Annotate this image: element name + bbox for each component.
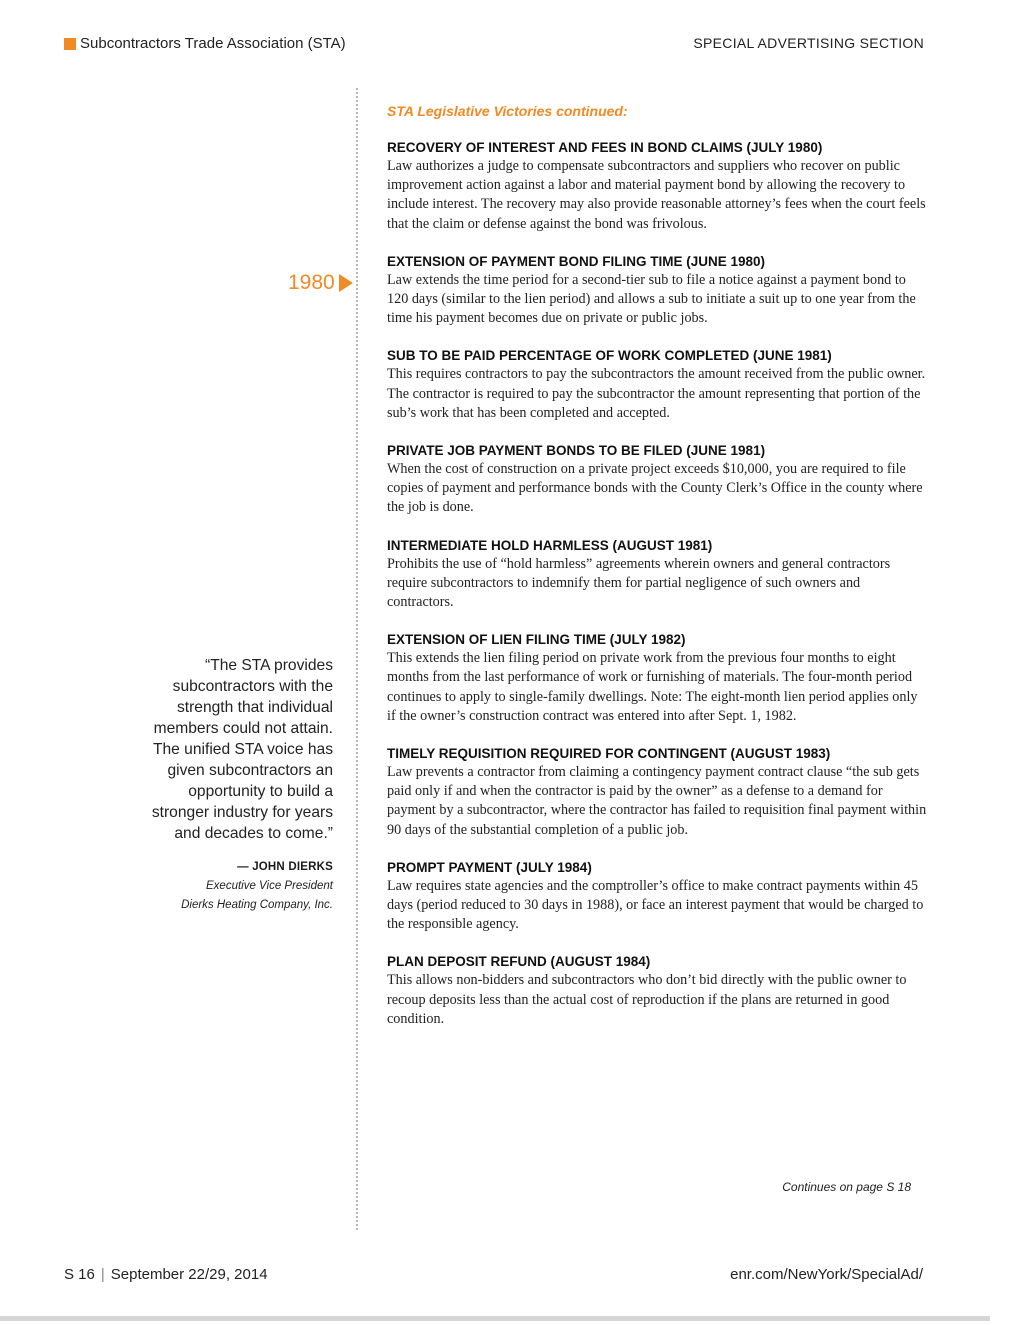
footer-separator: | <box>100 1266 105 1283</box>
item-body: Law extends the time period for a second-tier sub to file a notice against a payment bond to 120 days (similar to the lien period) and allows a sub to initiate a suit up to one year from the time his payment becomes due on private or public jobs. <box>387 271 916 327</box>
triangle-arrow-right-icon <box>339 274 353 292</box>
item-body: Law authorizes a judge to compensate subcontractors and suppliers who recover on public improvement action against a labor and material payment bond by allowing the recovery to include interest. The recovery may also provide reasonable attorney’s fees when the court feels that the claim or defense against the bond was frivolous. <box>387 158 926 232</box>
item-title: INTERMEDIATE HOLD HARMLESS (AUGUST 1981) <box>387 537 713 553</box>
item-title: EXTENSION OF LIEN FILING TIME (JULY 1982) <box>387 632 686 648</box>
timeline-year-marker <box>288 271 353 295</box>
item-title: PLAN DEPOSIT REFUND (AUGUST 1984) <box>387 954 651 970</box>
timeline-year: 1980 <box>288 271 335 294</box>
section-label: SPECIAL ADVERTISING SECTION <box>693 35 924 51</box>
page-number: S 16 <box>64 1266 95 1283</box>
main-content <box>387 103 927 1047</box>
legislative-item <box>387 630 927 726</box>
item-body: Law requires state agencies and the comptroller’s office to make contract payments within 45 days (period reduced to 30 days in 1988), or face an interest payment that would be charged to the responsible agency. <box>387 877 924 933</box>
item-body: This allows non-bidders and subcontractors who don’t bid directly with the public owner to recoup deposits less than the actual cost of reproduction if the plans are returned in good condition. <box>387 972 907 1027</box>
legislative-item <box>387 952 927 1029</box>
item-title: EXTENSION OF PAYMENT BOND FILING TIME (JUNE 1980) <box>387 253 766 269</box>
item-body: This requires contractors to pay the subcontractors the amount received from the public owner. The contractor is required to pay the subcontractor the amount representing that portion of the sub’s work that has been completed and accepted. <box>387 366 926 421</box>
attribution-title: Executive Vice President <box>206 880 333 892</box>
organization-name: Subcontractors Trade Association (STA) <box>80 35 346 52</box>
continued-heading: STA Legislative Victories continued: <box>387 103 628 119</box>
page-footer-left <box>64 1266 268 1283</box>
page-header-organization <box>64 35 346 52</box>
legislative-item <box>387 346 927 423</box>
legislative-item <box>387 252 927 329</box>
orange-square-icon <box>64 38 76 50</box>
footer-url: enr.com/NewYork/SpecialAd/ <box>730 1266 923 1283</box>
timeline-dotted-line <box>356 88 358 1230</box>
item-body: Law prevents a contractor from claiming a contingency payment contract clause “the sub gets paid only if and when the contractor is paid by the owner” as a defense to a demand for payment by a subcontractor, where the contractor has failed to requisition final payment within 90 days of the substantial completion of a public job. <box>387 764 927 838</box>
item-body: Prohibits the use of “hold harmless” agreements wherein owners and general contractors require subcontractors to indemnify them for partial negligence of such owners and contractors. <box>387 555 891 611</box>
item-title: PROMPT PAYMENT (JULY 1984) <box>387 859 592 875</box>
continues-on-page: Continues on page S 18 <box>782 1180 911 1194</box>
legislative-item <box>387 441 927 518</box>
issue-date: September 22/29, 2014 <box>110 1266 268 1283</box>
item-title: SUB TO BE PAID PERCENTAGE OF WORK COMPLETED (JUNE 1981) <box>387 348 832 364</box>
legislative-item <box>387 138 927 234</box>
legislative-item <box>387 536 927 613</box>
pull-quote <box>150 655 333 915</box>
bottom-rule <box>0 1316 990 1321</box>
attribution-company: Dierks Heating Company, Inc. <box>181 899 333 911</box>
legislative-item <box>387 858 927 935</box>
item-title: RECOVERY OF INTEREST AND FEES IN BOND CLAIMS (JULY 1980) <box>387 140 823 155</box>
attribution-name: — JOHN DIERKS <box>237 861 333 873</box>
legislative-item <box>387 744 927 840</box>
pull-quote-attribution <box>150 858 333 915</box>
item-body: This extends the lien filing period on private work from the previous four months to eight months from the last performance of work or furnishing of materials. The four-month period continues to apply to single-family dwellings. Note: The eight-month lien period applies only if the owner’s construction contract was entered into after Sept. 1, 1982. <box>387 650 918 724</box>
pull-quote-text: “The STA provides subcontractors with the strength that individual members could not attain. The unified STA voice has given subcontractors an opportunity to build a stronger industry for years and decades to come.” <box>151 657 333 842</box>
item-body: When the cost of construction on a private project exceeds $10,000, you are required to file copies of payment and performance bonds with the County Clerk’s Office in the county where the job is done. <box>387 461 923 516</box>
item-title: PRIVATE JOB PAYMENT BONDS TO BE FILED (JUNE 1981) <box>387 443 766 459</box>
item-title: TIMELY REQUISITION REQUIRED FOR CONTINGENT (AUGUST 1983) <box>387 746 831 762</box>
